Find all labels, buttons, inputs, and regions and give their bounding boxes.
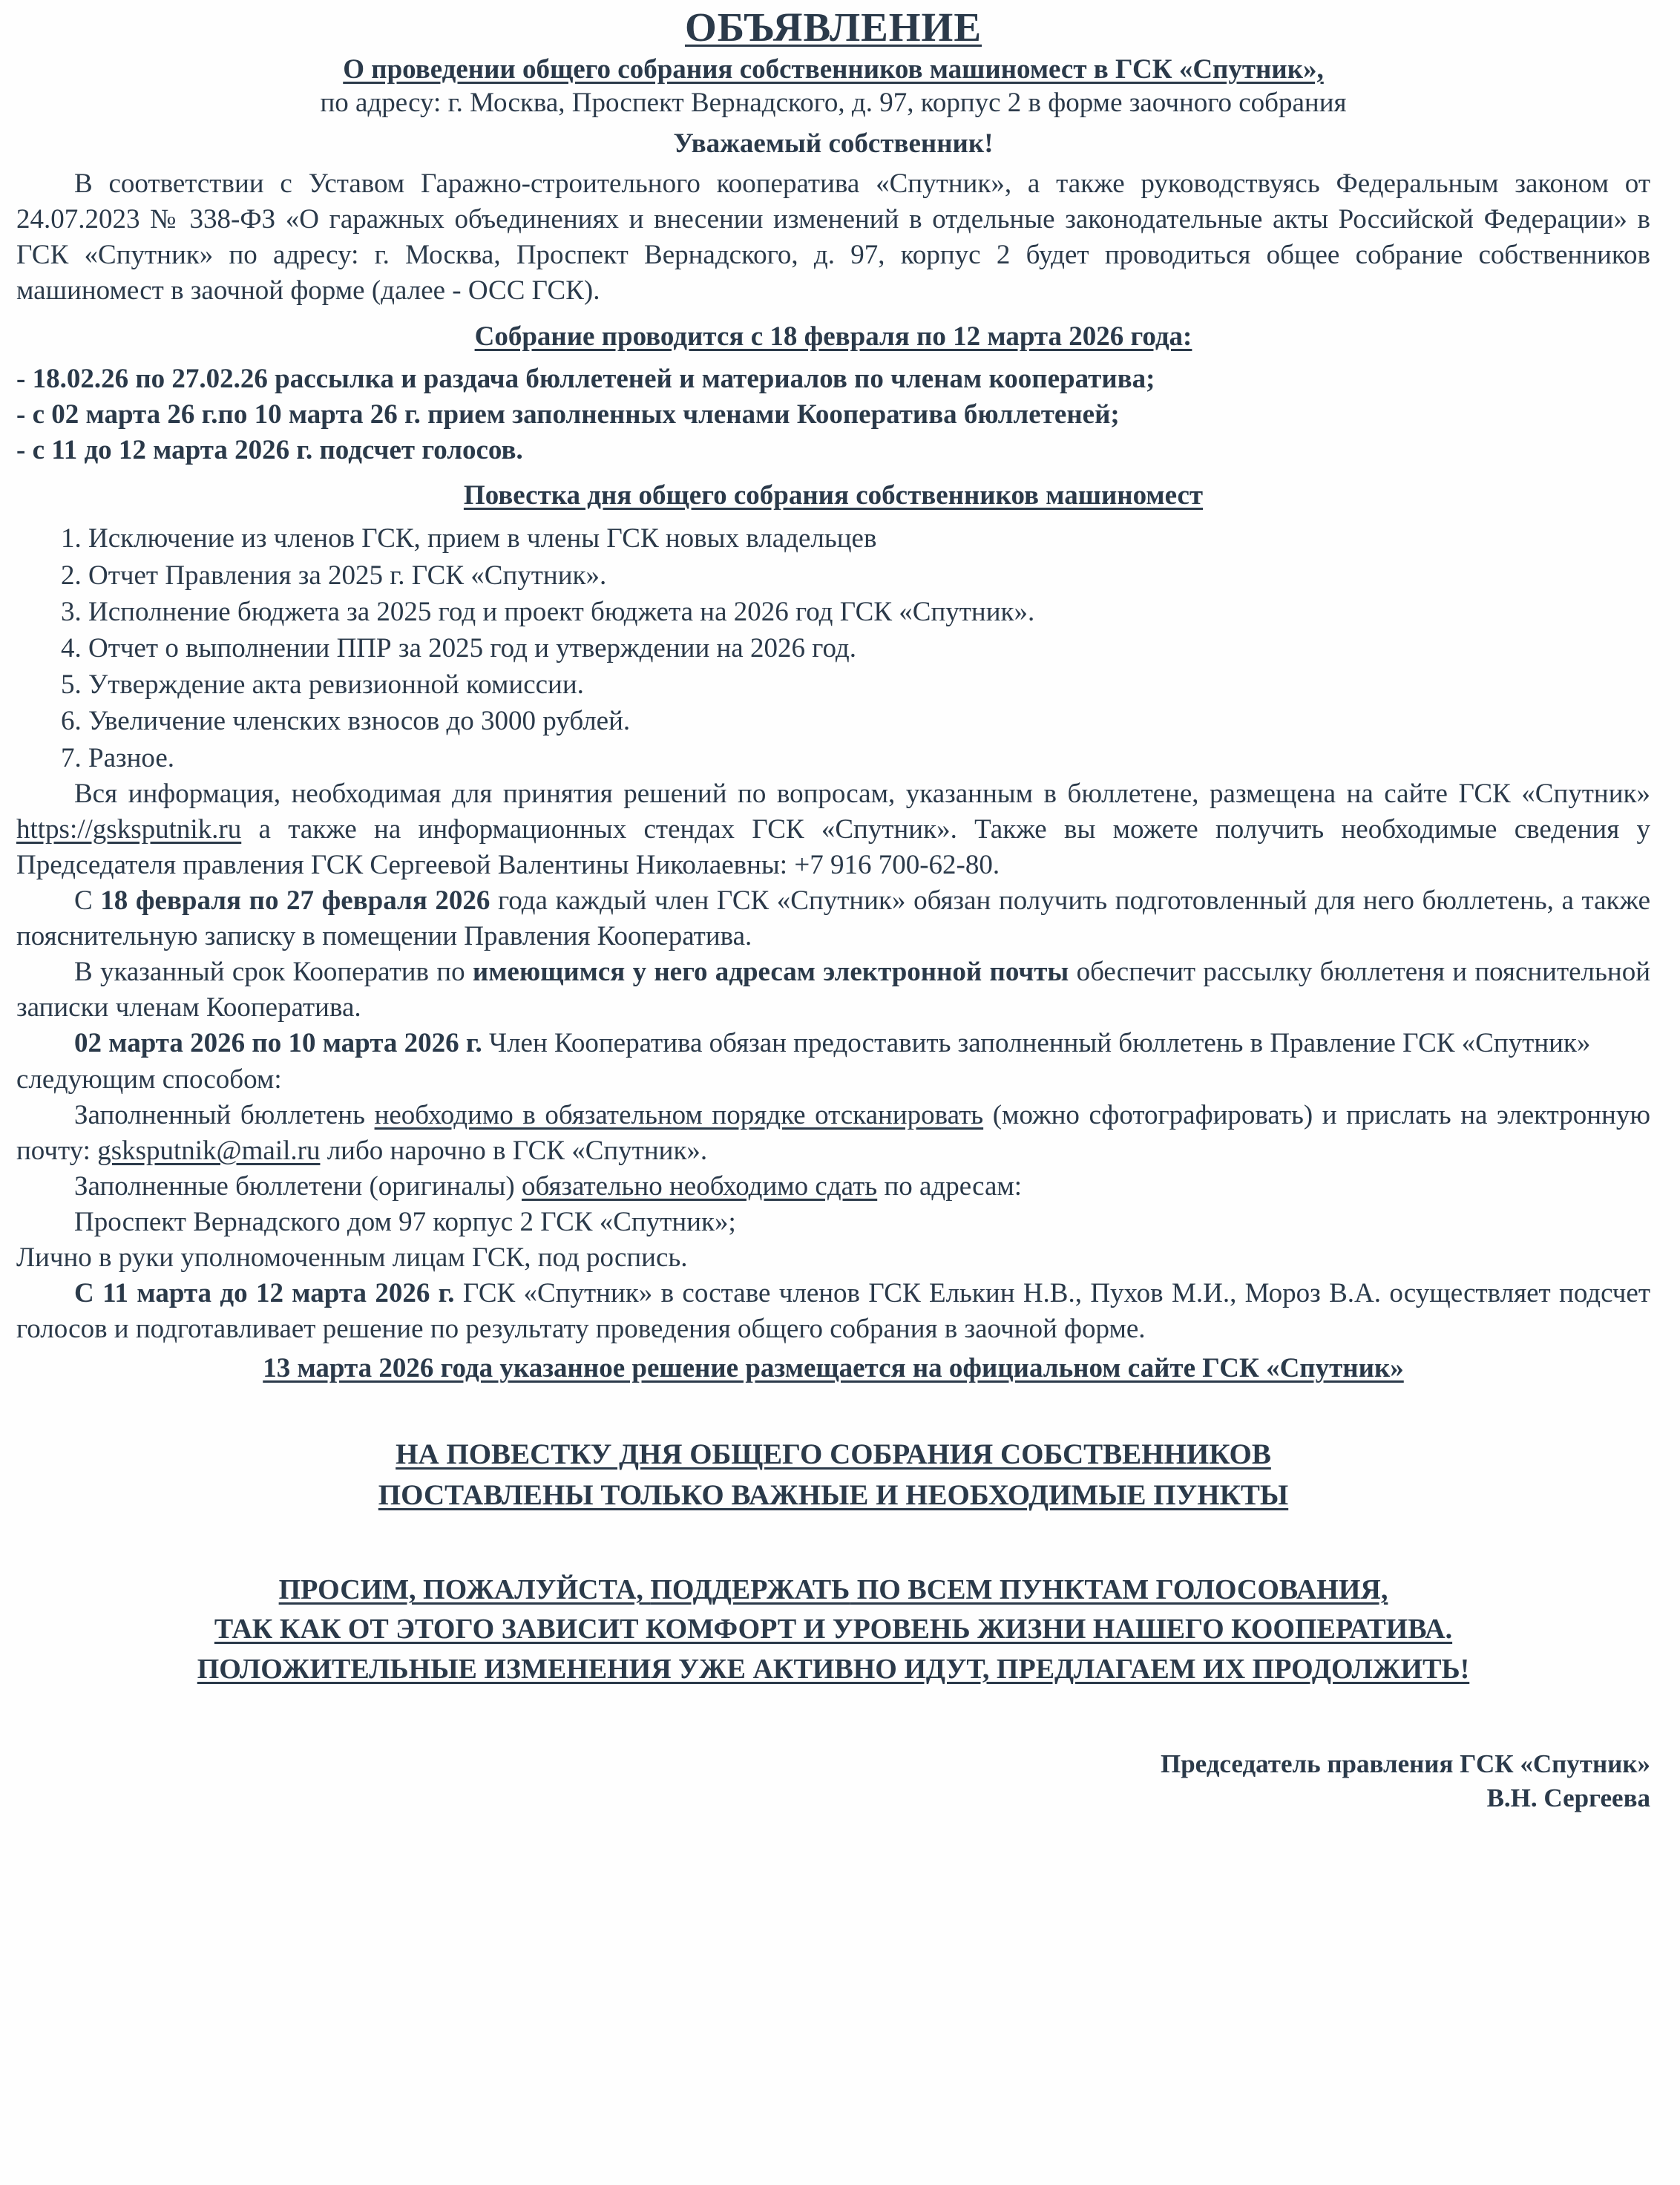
email-dispatch-bold: имеющимся у него адресам электронной почты: [472, 957, 1069, 988]
document-subtitle-line1: [16, 53, 1650, 86]
appeal-line-1-c: ПО ВСЕМ ПУНКТАМ ГОЛОСОВАНИЯ,: [850, 1574, 1388, 1606]
agenda-item-2: 2. Отчет Правления за 2025 г. ГСК «Спутник».: [61, 560, 607, 591]
signature-block: [16, 1747, 1650, 1815]
scan-middle: (можно сфотографировать) и прислать на электронную почту:: [16, 1099, 1650, 1166]
agenda-item-3: 3. Исполнение бюджета за 2025 год и проект бюджета на 2026 год ГСК «Спутник».: [61, 596, 1035, 627]
submission-dates: 02 марта 2026 по 10 марта 2026 г.: [74, 1028, 482, 1059]
scan-suffix: либо нарочно в ГСК «Спутник».: [320, 1135, 708, 1166]
appeal-line-3-text: ПОЛОЖИТЕЛЬНЫЕ ИЗМЕНЕНИЯ УЖЕ АКТИВНО ИДУТ, ПРЕДЛАГАЕМ ИХ ПРОДОЛЖИТЬ!: [197, 1653, 1470, 1685]
schedule-item-3: - с 11 до 12 марта 2026 г. подсчет голосов.: [16, 435, 523, 465]
agenda-item-6: 6. Увеличение членских взносов до 3000 рублей.: [61, 706, 631, 737]
submission-originals-paragraph: [16, 1169, 1650, 1205]
information-part1: Вся информация, необходимая для принятия решений по вопросам, указанным в бюллетене, размещена на сайте ГСК «Спутник»: [74, 778, 1650, 809]
agenda-item-5: 5. Утверждение акта ревизионной комиссии.: [61, 669, 584, 701]
receipt-dates: 18 февраля по 27 февраля 2026: [100, 885, 490, 917]
email-dispatch-suffix: обеспечит рассылку бюллетеня и пояснительной записки членам Кооператива.: [16, 957, 1650, 1023]
schedule-heading-text: Собрание проводится с 18 февраля по 12 марта 2026 года:: [474, 321, 1192, 352]
submission-personal-line: Лично в руки уполномоченным лицам ГСК, под роспись.: [16, 1242, 688, 1273]
receipt-prefix: С: [74, 885, 101, 917]
closing-line-2-text: ПОСТАВЛЕНЫ ТОЛЬКО ВАЖНЫЕ И НЕОБХОДИМЫЕ ПУНКТЫ: [378, 1478, 1289, 1511]
originals-prefix: Заполненные бюллетени (оригиналы): [74, 1170, 522, 1202]
schedule-heading: [16, 320, 1650, 354]
originals-suffix: по адресам:: [877, 1170, 1023, 1202]
email-dispatch-prefix: В указанный срок Кооператив по: [74, 957, 473, 988]
counting-text: ГСК «Спутник» в составе членов ГСК Елькин Н.В., Пухов М.И., Мороз В.А. осуществляет подсчет голосов и подготавливает решение по результату проведения общего собрания в заочной форме.: [16, 1278, 1651, 1345]
closing-line-1: [16, 1434, 1650, 1475]
submission-scan-paragraph: [16, 1098, 1650, 1169]
closing-line-2: [16, 1475, 1650, 1516]
receipt-paragraph: [16, 883, 1650, 954]
appeal-line-3: [16, 1650, 1650, 1689]
appeal-line-1: [16, 1570, 1650, 1610]
document-subtitle-line1-text: О проведении общего собрания собственников машиномест в ГСК «Спутник»,: [343, 53, 1324, 85]
receipt-suffix: года каждый член ГСК «Спутник» обязан получить подготовленный для него бюллетень, а также пояснительную записку в помещении Правления Кооператива.: [16, 885, 1651, 952]
schedule-item-2: - с 02 марта 26 г.по 10 марта 26 г. прием заполненных членами Кооператива бюллетеней;: [16, 399, 1120, 430]
signature-role: Председатель правления ГСК «Спутник»: [1160, 1749, 1650, 1778]
agenda-heading: [16, 479, 1650, 513]
agenda-item-4: 4. Отчет о выполнении ППР за 2025 год и утверждении на 2026 год.: [61, 632, 856, 664]
publication-text: 13 марта 2026 года указанное решение размещается на официальном сайте ГСК «Спутник»: [263, 1353, 1404, 1384]
submission-text-after: Член Кооператива обязан предоставить заполненный бюллетень в Правление ГСК «Спутник» следующим способом:: [16, 1028, 1591, 1095]
appeal-line-1-emphasis: ПОДДЕРЖАТЬ: [650, 1574, 850, 1606]
closing-line-1-text: НА ПОВЕСТКУ ДНЯ ОБЩЕГО СОБРАНИЯ СОБСТВЕННИКОВ: [396, 1438, 1271, 1470]
agenda-item-1: 1. Исключение из членов ГСК, прием в члены ГСК новых владельцев: [61, 523, 877, 554]
greeting: Уважаемый собственник!: [673, 128, 994, 159]
counting-paragraph: [16, 1276, 1650, 1347]
submission-dates-paragraph: [16, 1026, 1650, 1097]
document-subtitle-line2: по адресу: г. Москва, Проспект Вернадского, д. 97, корпус 2 в форме заочного собрания: [320, 88, 1347, 119]
signature-name: В.Н. Сергеева: [1486, 1783, 1650, 1813]
information-paragraph: [16, 776, 1650, 883]
information-part2: а также на информационных стендах ГСК «Спутник». Также вы можете получить необходимые сведения у Председателя правления ГСК Сергеевой Валентины Николаевны: +7 916 700-62-80.: [16, 813, 1650, 880]
intro-paragraph: В соответствии с Уставом Гаражно-строительного кооператива «Спутник», а также руководствуясь Федеральным законом от 24.07.2023 № 338-ФЗ «О гаражных объединениях и внесении изменений в отдельные законодательные акты Российской Федерации» в ГСК «Спутник» по адресу: г. Москва, Проспект Вернадского, д. 97, корпус 2 будет проводиться общее собрание собственников машиномест в заочной форме (далее - ОСС ГСК).: [16, 168, 1650, 307]
appeal-block: [16, 1570, 1650, 1689]
email-dispatch-paragraph: [16, 954, 1650, 1026]
agenda-heading-text: Повестка дня общего собрания собственников машиномест: [463, 480, 1204, 511]
website-link[interactable]: https://gsksputnik.ru: [16, 813, 242, 845]
document-title: [16, 6, 1650, 49]
scan-prefix: Заполненный бюллетень: [74, 1099, 375, 1130]
submission-address-line: Проспект Вернадского дом 97 корпус 2 ГСК «Спутник»;: [74, 1206, 736, 1237]
agenda-item-7: 7. Разное.: [61, 742, 175, 773]
appeal-line-2-text: ТАК КАК ОТ ЭТОГО ЗАВИСИТ КОМФОРТ И УРОВЕНЬ ЖИЗНИ НАШЕГО КООПЕРАТИВА.: [214, 1614, 1453, 1645]
scan-requirement-underlined: необходимо в обязательном порядке отсканировать: [374, 1099, 984, 1130]
appeal-line-1-a: ПРОСИМ, ПОЖАЛУЙСТА,: [278, 1574, 651, 1606]
appeal-line-2: [16, 1610, 1650, 1649]
schedule-item-1: - 18.02.26 по 27.02.26 рассылка и раздача бюллетеней и материалов по членам кооператива;: [16, 363, 1155, 394]
email-link[interactable]: gsksputnik@mail.ru: [97, 1135, 321, 1166]
counting-dates: С 11 марта до 12 марта 2026 г.: [74, 1278, 455, 1309]
document-title-text: ОБЪЯВЛЕНИЕ: [684, 4, 982, 50]
closing-block: [16, 1434, 1650, 1516]
originals-underlined: обязательно необходимо сдать: [521, 1170, 878, 1202]
publication-paragraph: [16, 1352, 1650, 1386]
